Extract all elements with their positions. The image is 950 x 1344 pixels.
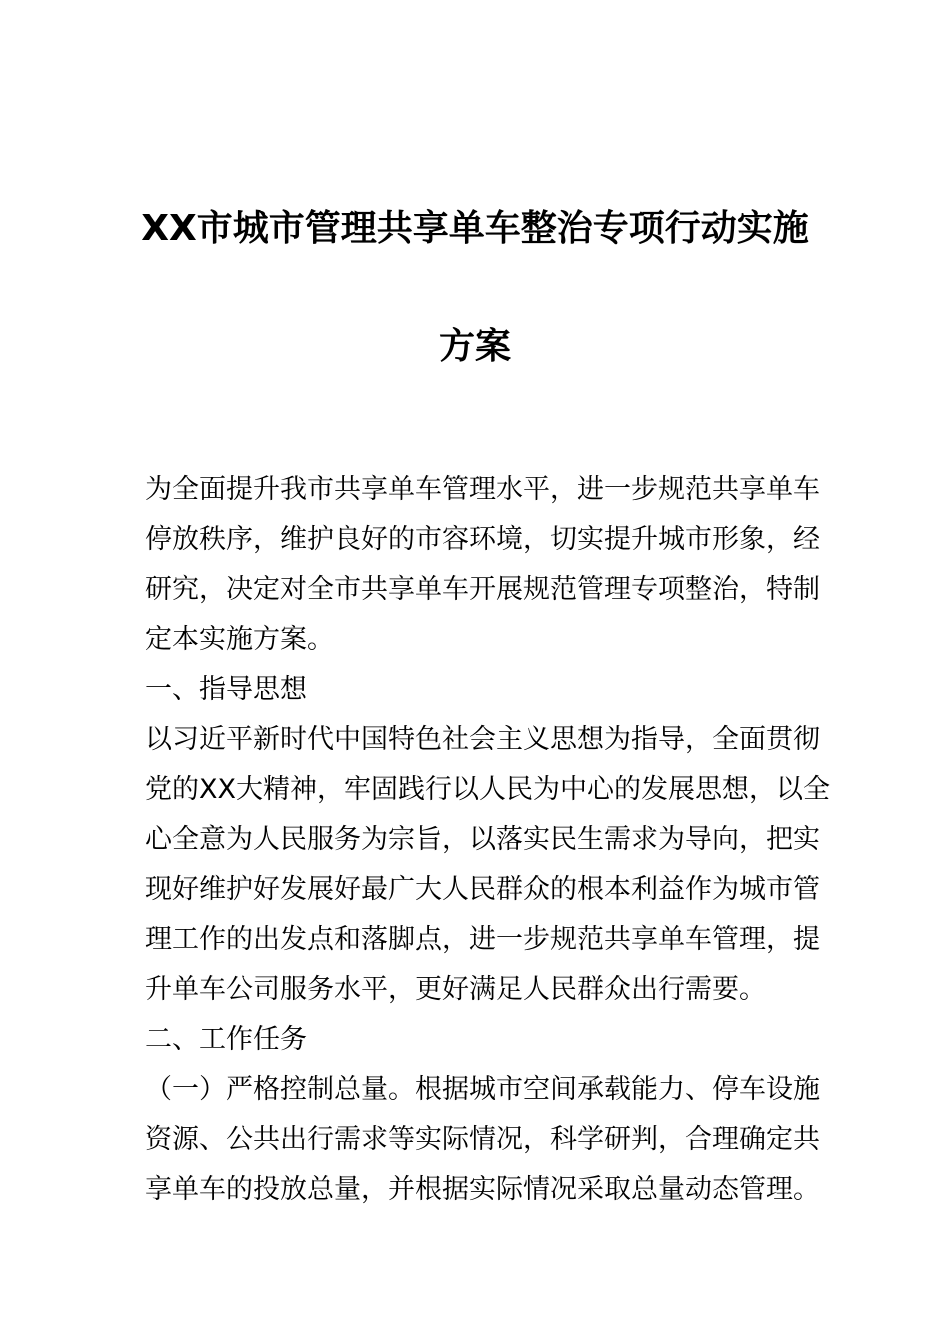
paragraph-line: 停放秩序，维护良好的市容环境，切实提升城市形象，经 [145,524,820,555]
paragraph-line: 享单车的投放总量，并根据实际情况采取总量动态管理。 [145,1174,820,1205]
paragraph-line: 现好维护好发展好最广大人民群众的根本利益作为城市管 [145,874,820,905]
paragraph-line: 定本实施方案。 [145,624,334,655]
section-heading: 二、工作任务 [145,1024,307,1055]
paragraph-line: 理工作的出发点和落脚点，进一步规范共享单车管理，提 [145,924,820,955]
paragraph-line: 资源、公共出行需求等实际情况，科学研判，合理确定共 [145,1124,820,1155]
paragraph-line: 党的XX大精神，牢固践行以人民为中心的发展思想，以全 [145,774,830,805]
document-title-line-2: 方案 [438,326,511,367]
paragraph-line: 为全面提升我市共享单车管理水平，进一步规范共享单车 [145,474,820,505]
paragraph-line: 升单车公司服务水平，更好满足人民群众出行需要。 [145,974,766,1005]
paragraph-line: 心全意为人民服务为宗旨，以落实民生需求为导向，把实 [145,824,820,855]
document-title-line-1: XX市城市管理共享单车整治专项行动实施 [141,208,809,249]
document-body [145,465,830,1215]
section-heading: 一、指导思想 [145,674,307,705]
paragraph-line: 研究，决定对全市共享单车开展规范管理专项整治，特制 [145,574,820,605]
paragraph-line: 以习近平新时代中国特色社会主义思想为指导，全面贯彻 [145,724,820,755]
paragraph-line: （一）严格控制总量。根据城市空间承载能力、停车设施 [145,1074,820,1105]
